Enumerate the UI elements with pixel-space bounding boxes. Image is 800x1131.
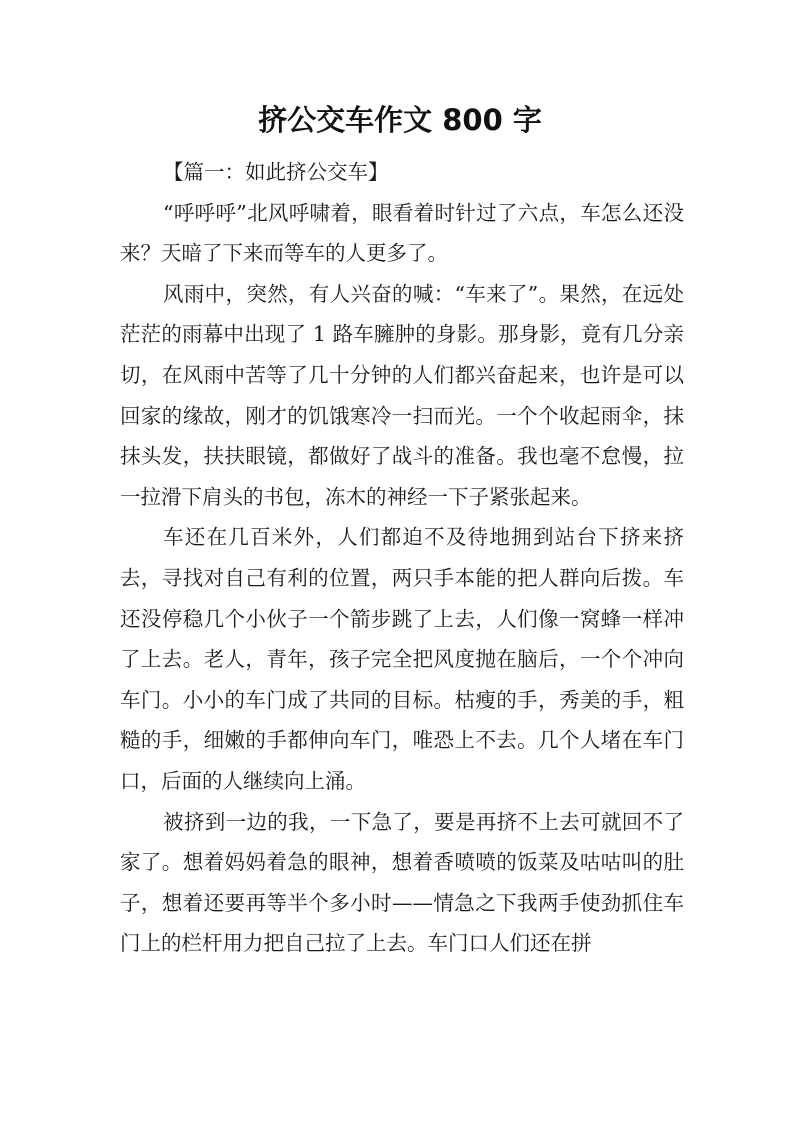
- document-title: 挤公交车作文 800 字: [258, 103, 542, 137]
- section-heading: 【篇一：如此挤公交车】: [163, 160, 389, 184]
- paragraph-2: 风雨中，突然，有人兴奋的喊：“车来了”。果然，在远处茫茫的雨幕中出现了 1 路车臃肿的身影。那身影，竟有几分亲切，在风雨中苦等了几十分钟的人们都兴奋起来，也许是可以回家的缘故，刚才的饥饿寒冷一扫而光。一个个收起雨伞，抹抹头发，扶扶眼镜，都做好了战斗的准备。我也毫不怠慢，拉一拉滑下肩头的书包，冻木的神经一下子紧张起来。: [120, 281, 684, 509]
- paragraph-4: 被挤到一边的我，一下急了，要是再挤不上去可就回不了家了。想着妈妈着急的眼神，想着香喷喷的饭菜及咕咕叫的肚子，想着还要再等半个多小时——情急之下我两手使劲抓住车门上的栏杆用力把自己拉了上去。车门口人们还在拼: [120, 809, 684, 956]
- document-body: [120, 152, 684, 964]
- paragraph-1: “呼呼呼”北风呼啸着，眼看着时针过了六点，车怎么还没来？天暗了下来而等车的人更多了。: [120, 200, 684, 266]
- paragraph-3: 车还在几百米外，人们都迫不及待地拥到站台下挤来挤去，寻找对自己有利的位置，两只手本能的把人群向后拨。车还没停稳几个小伙子一个箭步跳了上去，人们像一窝蜂一样冲了上去。老人，青年，孩子完全把风度抛在脑后，一个个冲向车门。小小的车门成了共同的目标。枯瘦的手，秀美的手，粗糙的手，细嫩的手都伸向车门，唯恐上不去。几个人堵在车门口，后面的人继续向上涌。: [120, 525, 684, 793]
